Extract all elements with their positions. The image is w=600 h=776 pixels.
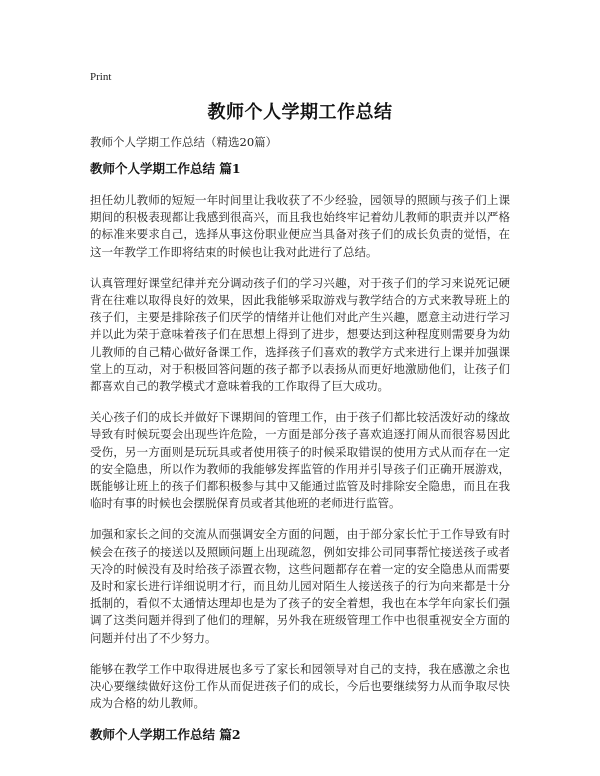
section-heading-2: 教师个人学期工作总结 篇2	[90, 727, 241, 743]
paragraph: 能够在教学工作中取得进展也多亏了家长和园领导对自己的支持，我在感激之余也决心要继续做好这份工作从而促进孩子们的成长，今后也要继续努力从而争取尽快成为合格的幼儿教师。	[90, 661, 510, 711]
paragraph: 关心孩子们的成长并做好下课期间的管理工作，由于孩子们都比较活泼好动的缘故导致有时候玩耍会出现些许危险，一方面是部分孩子喜欢追逐打闹从而很容易因此受伤，另一方面则是玩玩具或者使用筷子的时候采取错误的使用方式从而存在一定的安全隐患，所以作为教师的我能够发挥监管的作用并引导孩子们正确开展游戏，既能够让班上的孩子们都积极参与其中又能通过监管及时排除安全隐患，而且在我临时有事的时候也会摆脱保育员或者其他班的老师进行监管。	[90, 410, 510, 511]
paragraph: 担任幼儿教师的短短一年时间里让我收获了不少经验，园领导的照顾与孩子们上课期间的积极表现都让我感到很高兴，而且我也始终牢记着幼儿教师的职责并以严格的标准来要求自己，选择从事这份职业便应当具备对孩子们的成长负责的觉悟，在这一年教学工作即将结束的时候也让我对此进行了总结。	[90, 193, 510, 259]
page-title: 教师个人学期工作总结	[207, 102, 393, 123]
paragraph: 认真管理好课堂纪律并充分调动孩子们的学习兴趣，对于孩子们的学习来说死记硬背在往难以取得良好的效果，因此我能够采取游戏与教学结合的方式来教导班上的孩子们，主要是排除孩子们厌学的情绪并让他们对此产生兴趣，愿意主动进行学习并以此为荣于意味着孩子们在思想上得到了进步，想要达到这种程度则需要身为幼儿教师的自己精心做好备课工作，选择孩子们喜欢的教学方式来进行上课并加强课堂上的互动，对于积极回答问题的孩子都予以表扬从而更好地激励他们，让孩子们都喜欢自己的教学模式才意味着我的工作取得了巨大成功。	[90, 275, 510, 394]
article-body	[90, 160, 510, 758]
print-link[interactable]: Print	[90, 71, 112, 83]
page-subtitle: 教师个人学期工作总结（精选20篇）	[90, 135, 278, 149]
section-heading-1: 教师个人学期工作总结 篇1	[90, 161, 241, 176]
paragraph: 加强和家长之间的交流从而强调安全方面的问题，由于部分家长忙于工作导致有时候会在孩子的接送以及照顾问题上出现疏忽，例如安排公司同事帮忙接送孩子或者天冷的时候没有及时给孩子添置衣物，这些问题都存在着一定的安全隐患从而需要及时和家长进行详细说明才行，而且幼儿园对陌生人接送孩子的行为向来都是十分抵制的，看似不太通情达理却也是为了孩子的安全着想，我也在本学年向家长们强调了这类问题并得到了他们的理解，另外我在班级管理工作中也很重视安全方面的问题并付出了不少努力。	[90, 527, 510, 645]
